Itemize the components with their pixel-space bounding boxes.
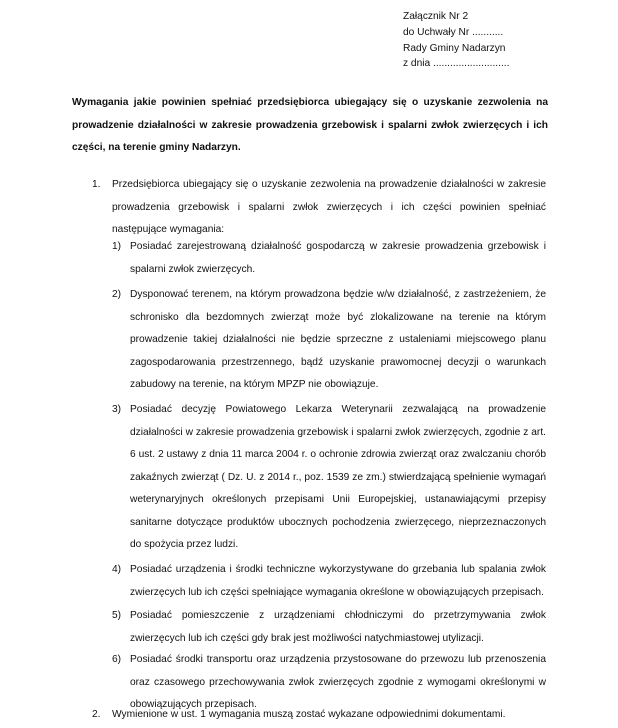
attachment-number: Załącznik Nr 2 <box>403 11 469 22</box>
document-title: Wymagania jakie powinien spełniać przedsiębiorca ubiegający się o uzyskanie zezwolenia na prowadzenie działalności w zakresie prowadzenia grzebowisk i spalarni zwłok zwierzęcych i ich części, na terenie gminy Nadarzyn. <box>72 97 548 153</box>
council-name: Rady Gminy Nadarzyn <box>403 42 506 54</box>
resolution-date: z dnia ........................... <box>403 58 510 70</box>
item-number: 2. <box>92 709 101 720</box>
resolution-number: do Uchwały Nr ........... <box>403 26 504 38</box>
subitem-number: 6) <box>112 654 122 665</box>
subitem-number: 1) <box>112 241 122 252</box>
subitem-text: Posiadać urządzenia i środki techniczne wykorzystywane do grzebania lub spalania zwłok zwierzęcych lub ich części spełniające wymagania określone w obowiązujących przepisach. <box>130 564 546 598</box>
subitem-number: 3) <box>112 404 122 415</box>
subitem-text: Posiadać decyzję Powiatowego Lekarza Weterynarii zezwalającą na prowadzenie działalności w zakresie prowadzenia grzebowisk i spalarni zwłok zwierzęcych, zgodnie z art. 6 ust. 2 ustawy z dnia 11 marca 2004 r. o ochronie zdrowia zwierząt oraz zwalczaniu chorób zakaźnych zwierząt ( Dz. U. z 2014 r., poz. 1539 ze zm.) stwierdzającą spełnienie wymagań weterynaryjnych określonych przepisami Unii Europejskiej, ustanawiającymi przepisy sanitarne dotyczące produktów ubocznych pochodzenia zwierzęcego, nieprzeznaczonych do spożycia przez ludzi. <box>130 404 546 550</box>
subitem-number: 5) <box>112 610 122 621</box>
subitem-text: Posiadać pomieszczenie z urządzeniami chłodniczymi do przetrzymywania zwłok zwierzęcych lub ich części gdy brak jest możliwości natychmiastowej utylizacji. <box>130 610 546 644</box>
subitem-text: Dysponować terenem, na którym prowadzona będzie w/w działalność, z zastrzeżeniem, że schronisko dla bezdomnych zwierząt może być zlokalizowane na terenie na którym prowadzenie takiej działalności nie będzie sprzeczne z ustaleniami miejscowego planu zagospodarowania przestrzennego, bądź uzyskanie prawomocnej decyzji o warunkach zabudowy na terenie, na którym MPZP nie obowiązuje. <box>130 289 546 390</box>
subitem-number: 4) <box>112 564 122 575</box>
item-text: Przedsiębiorca ubiegający się o uzyskanie zezwolenia na prowadzenie działalności w zakresie prowadzenia grzebowisk i spalarni zwłok zwierzęcych i ich części powinien spełniać następujące wymagania: <box>112 179 546 235</box>
item-number: 1. <box>92 179 101 190</box>
attachment-header <box>403 9 509 72</box>
item-text: Wymienione w ust. 1 wymagania muszą zostać wykazane odpowiednimi dokumentami. <box>112 709 506 720</box>
subitem-text: Posiadać środki transportu oraz urządzenia przystosowane do przewozu lub przenoszenia oraz czasowego przechowywania zwłok zwierzęcych zgodnie z wymogami określonymi w obowiązujących przepisach. <box>130 654 546 710</box>
subitem-number: 2) <box>112 289 122 300</box>
subitem-text: Posiadać zarejestrowaną działalność gospodarczą w zakresie prowadzenia grzebowisk i spalarni zwłok zwierzęcych. <box>130 241 546 275</box>
